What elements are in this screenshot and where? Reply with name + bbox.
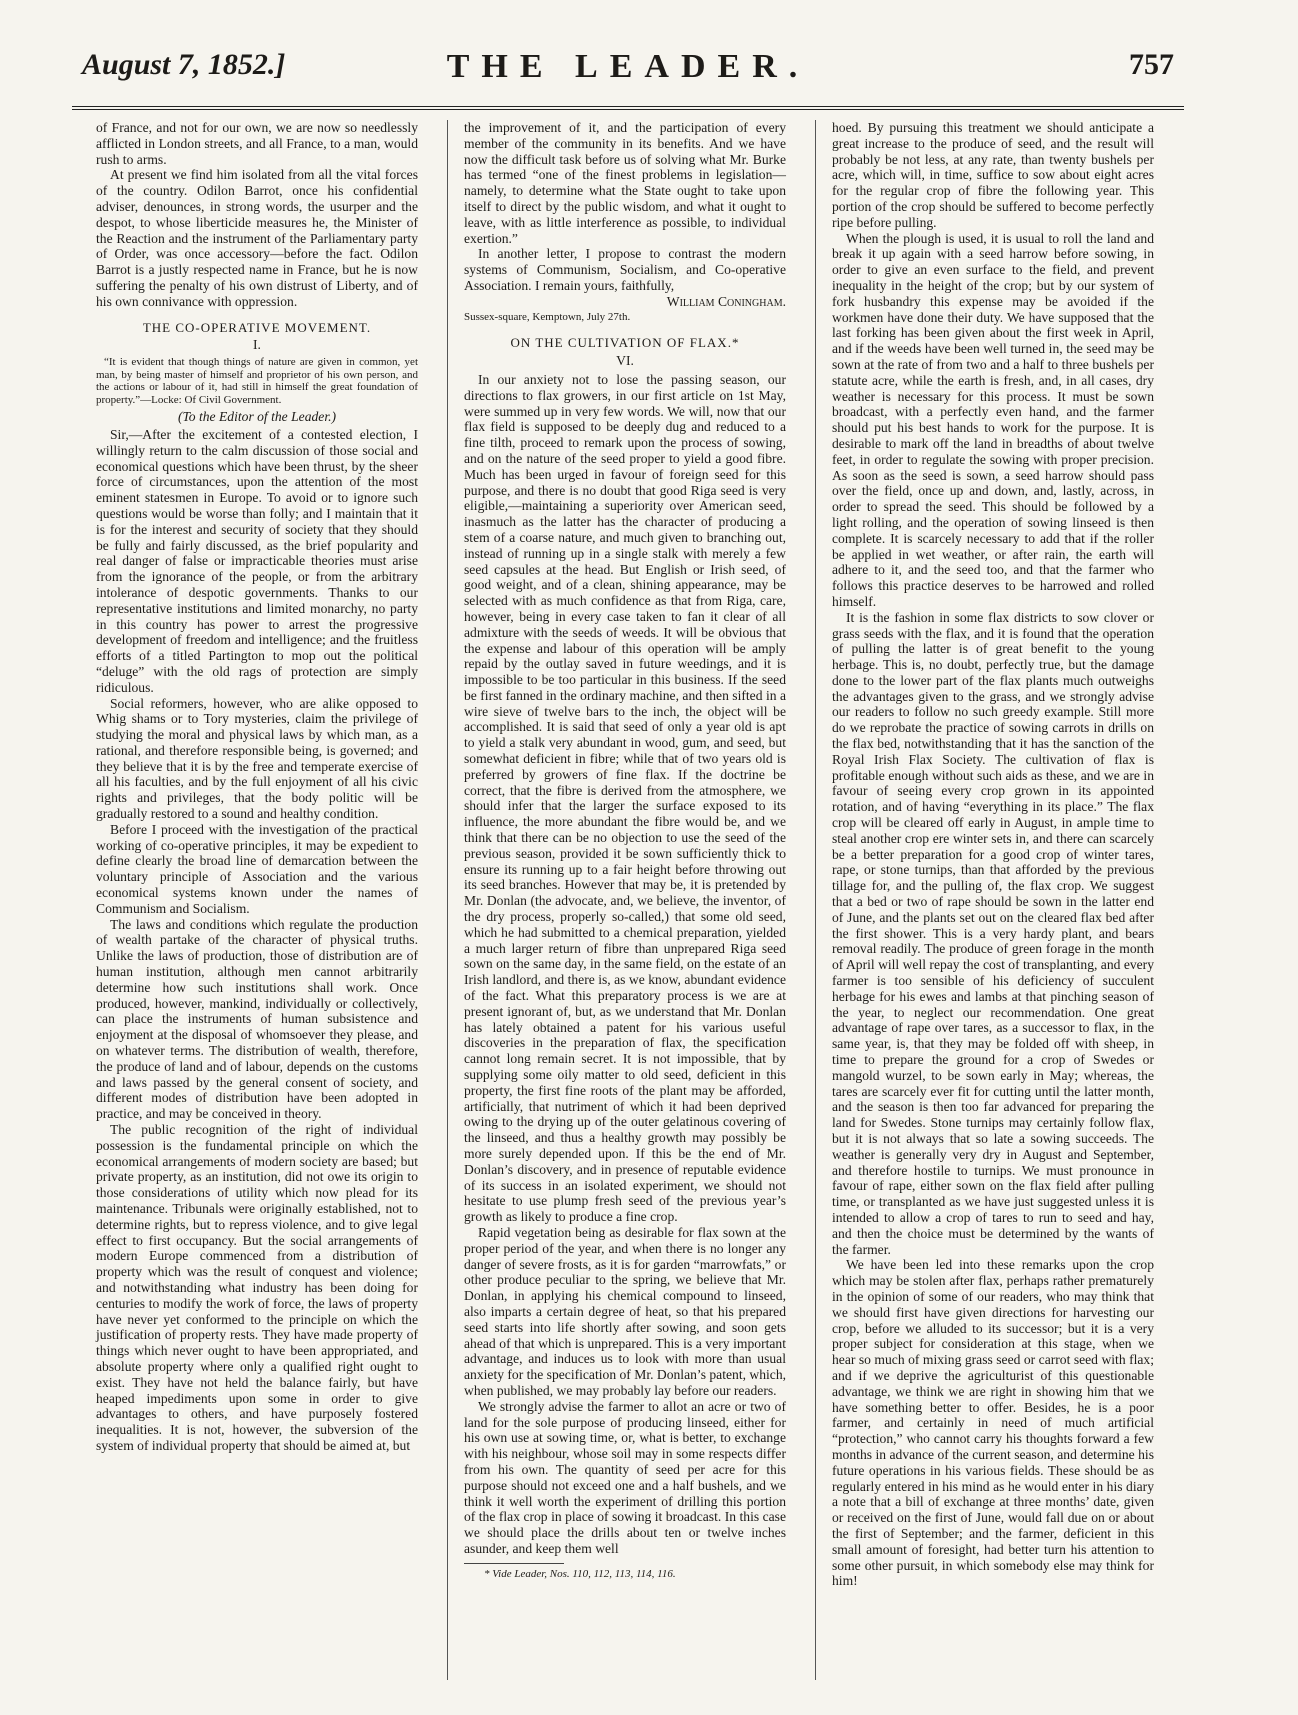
article-paragraph: In our anxiety not to lose the passing season, our directions to flax growers, in our first article on 1st May, were summed up in very few words. We will, now that our flax field is supposed to be deeply dug and reduced to a fine tilth, proceed to remark upon the process of sowing, and on the nature of the seed proper to yield a good fibre. Much has been urged in favour of foreign seed for this purpose, and there is no doubt that good Riga seed is very eligible,—maintaining a superiority over American seed, inasmuch as the latter has the character of producing a stem of a coarse nature, and much given to branching out, instead of running up in a single stalk with merely a few seed capsules at the head. But English or Irish seed, of good weight, and of a clean, shining appearance, may be selected with as much confidence as that from Riga, care, however, being in every case taken to fan it clear of all admixture with the seeds of weeds. It will be obvious that the expense and labour of this operation will be amply repaid by the outlay saved in future weedings, and it is impossible to be too particular in this business. If the seed be first fanned in the ordinary machine, and then sifted in a wire sieve of twelve bars to the inch, the object will be accomplished. It is said that seed of only a year old is apt to yield a stalk very abundant in wood, gum, and seed, but somewhat deficient in fibre; while that of two years old is preferred by growers of fine flax. If the doctrine be correct, that the fibre is derived from the atmosphere, we should infer that the larger the surface exposed to its influence, the more abundant the fibre would be, and we think that there can be no objection to use the seed of the previous season, provided it be sown sufficiently thick to ensure its running up to a fair height before throwing out its seed branches. However that may be, it is pretended by Mr. Donlan (the advocate, and, we believe, the inventor, of the dry process, properly so-called,) that some old seed, which he had submitted to a chemical preparation, yielded a much larger return of fibre than unprepared Riga seed sown on the same day, in the same field, on the estate of an Irish landlord, and there is, as we know, abundant evidence of the fact. What this preparatory process is we are at present ignorant of, but, as we understand that Mr. Donlan has lately obtained a patent for his various useful discoveries in the preparation of flax, the specification cannot long remain secret. It is not impossible, that by supplying some oily matter to old seed, deficient in this property, the first fine roots of the plant may be afforded, artificially, that nutriment of which it had been deprived owing to the drying up of the outer gelatinous covering of the linseed, and thus a healthy growth may possibly be more surely depended upon. If this be the end of Mr. Donlan’s discovery, and in presence of reputable evidence of its success in an isolated experiment, we should not hesitate to use plump fresh seed of the previous year’s growth as likely to produce a fine crop.: [464, 371, 786, 1225]
article-title: ON THE CULTIVATION OF FLAX.*: [510, 335, 740, 351]
article-paragraph: Sir,—After the excitement of a contested election, I willingly return to the calm discussion of those social and economical questions which have been thrust, by the sheer force of circumstances, upon the attention of the most eminent statesmen in Europe. To avoid or to ignore such questions would be worse than folly; and I maintain that it is for the interest and security of society that they should be fully and fairly discussed, as the brief popularity and real danger of false or impracticable theories must arise from the ignorance of the people, or from the arbitrary intolerance of despotic governments. Thanks to our representative institutions and limited monarchy, no party in this country has power to arrest the progressive development of freedom and intelligence; and the fruitless efforts of a titled Partington to mop out the political “deluge” with the old rags of protection are simply ridiculous.: [96, 426, 418, 695]
column-right: [832, 120, 1154, 1589]
article-continuation-paragraph: the improvement of it, and the participation of every member of the community in its benefits. And we have now the difficult task before us of solving what Mr. Burke has termed “one of the finest problems in legislation—namely, to determine what the State ought to take upon itself to direct by the public wisdom, and what it ought to leave, with as little interference as possible, to individual exertion.”: [464, 120, 786, 246]
footnote: * Vide Leader, Nos. 110, 112, 113, 114, 116.: [484, 1567, 676, 1580]
editor-address-line: (To the Editor of the Leader.): [177, 409, 337, 425]
epigraph-quote: “It is evident that though things of nature are given in common, yet man, by being master of himself and proprietor of his own person, and the actions or labour of it, had still in himself the great foundation of property.”—Locke: Of Civil Government.: [96, 356, 418, 406]
column-middle: [464, 120, 786, 1583]
column-rule: [815, 120, 816, 1680]
article-paragraph: It is the fashion in some flax districts to sow clover or grass seeds with the flax, and it is found that the operation of pulling the latter is of great benefit to the young herbage. This is, no doubt, perfectly true, but the damage done to the lower part of the flax plants much outweighs the advantages given to the grass, and we strongly advise our readers to follow no such greedy example. Still more do we reprobate the practice of sowing carrots in drills on the flax bed, notwithstanding that it has the sanction of the Royal Irish Flax Society. The cultivation of flax is profitable enough without such aids as these, and we are in favour of seeing every crop grown in its appointed rotation, and of having “everything in its place.” The flax crop will be cleared off early in August, in ample time to steal another crop ere winter sets in, and there can scarcely be a better preparation for a good crop of winter tares, rape, or stone turnips, than that afforded by the previous tillage for, and the pulling of, the flax crop. We suggest that a bed or two of rape should be sown in the latter end of June, and the plants set out on the cleared flax bed after the first shower. This is a very hardy plant, and bears removal readily. The produce of green forage in the month of April will well repay the cost of transplanting, and every farmer is too sensible of his deficiency of succulent herbage for his ewes and lambs at that pinching season of the year, to neglect our recommendation. One great advantage of rape over tares, as a successor to flax, in the same year, is, that they may be folded off with sheep, in time to prepare the ground for a crop of Swedes or mangold wurzel, to be sown early in May; whereas, the tares are scarcely ever fit for cutting until the latter month, and the season is then too far advanced for preparing the land for Swedes. Stone turnips may certainly follow flax, but it is not always that so late a sowing succeeds. The weather is generally very dry in August and September, and therefore hostile to turnips. We must pronounce in favour of rape, either sown on the flax field after pulling time, or transplanted as we have just suggested unless it is intended to allow a crop of tares to run to seed and hay, and then the choice must be determined by the wants of the farmer.: [832, 609, 1155, 1257]
article-paragraph: Rapid vegetation being as desirable for flax sown at the proper period of the year, and when there is no longer any danger of severe frosts, as it is for garden “marrowfats,” or other produce peculiar to the spring, we believe that Mr. Donlan, in applying his chemical compound to linseed, also imparts a certain degree of heat, so that his prepared seed starts into life shortly after sowing, and soon gets ahead of that which is unprepared. This is a very important advantage, and induces us to look with more than usual anxiety for the specification of Mr. Donlan’s patent, which, when published, we may probably lay before our readers.: [464, 1224, 787, 1398]
letter-signature: William Coningham.: [666, 293, 786, 309]
letter-address: Sussex-square, Kemptown, July 27th.: [464, 310, 631, 323]
article-paragraph: Before I proceed with the investigation of the practical working of co-operative principles, it may be expedient to define clearly the broad line of demarcation between the voluntary principle of Association and the various economical systems known under the names of Communism and Socialism.: [96, 821, 418, 916]
column-rule: [447, 120, 448, 1680]
masthead: [72, 48, 1184, 110]
article-paragraph: Social reformers, however, who are alike opposed to Whig shams or to Tory mysteries, claim the privilege of studying the moral and physical laws by which man, as a rational, and therefore responsible being, is governed; and they believe that it is by the free and temperate exercise of all his faculties, and by the full enjoyment of all his civic rights and privileges, that the body politic will be gradually restored to a sound and healthy condition.: [96, 695, 418, 822]
article-paragraph: hoed. By pursuing this treatment we should anticipate a great increase to the produce of seed, and the result will probably be not less, at any rate, than twenty bushels per acre, which will, in time, suffice to sow about eight acres for the regular crop of fibre the following year. This portion of the crop should be suffered to become perfectly ripe before pulling.: [832, 120, 1154, 230]
article-paragraph: We strongly advise the farmer to allot an acre or two of land for the sole purpose of producing linseed, either for his own use at sowing time, or, what is better, to exchange with his neighbour, whose soil may in some respects differ from his own. The quantity of seed per acre for this purpose should not exceed one and a half bushels, and we think it well worth the experiment of drilling this portion of the flax crop in place of sowing it broadcast. In this case we should place the drills about ten or twelve inches asunder, and keep them well: [464, 1398, 786, 1556]
article-numeral: VI.: [616, 353, 634, 369]
footnote-rule: [464, 1563, 564, 1564]
letter-closing: In another letter, I propose to contrast the modern systems of Communism, Socialism, and Co-operative Association. I remain yours, faithfully,: [464, 246, 786, 293]
newspaper-title: THE LEADER.: [446, 48, 810, 85]
article-title: THE CO-OPERATIVE MOVEMENT.: [142, 319, 372, 335]
column-left: [96, 120, 418, 1454]
page-number: 757: [1129, 48, 1174, 81]
article-paragraph: We have been led into these remarks upon the crop which may be stolen after flax, perhaps rather prematurely in the opinion of some of our readers, who may think that we should first have given directions for harvesting our crop, before we alluded to its successor; but it is a very proper subject for consideration at this stage, when we hear so much of mixing grass seed or carrot seed with flax; and if we deprive the agriculturist of this questionable advantage, we think we are right in showing him that we have something better to offer. Besides, he is a poor farmer, and certainly in need of much artificial “protection,” who cannot carry his thoughts forward a few months in advance of the current season, and determine his future operations in his various fields. These should be as regularly entered in his mind as he would enter in his diary a note that a bill of exchange at three months’ date, given or received on the first of June, would fall due on or about the first of September; and the farmer, deficient in this small amount of foresight, had better turn his attention to some other pursuit, in which somebody else may think for him!: [832, 1257, 1154, 1589]
article-paragraph: When the plough is used, it is usual to roll the land and break it up again with a seed harrow before sowing, in order to give an even surface to the field, and prevent inequality in the height of the crop; but by our system of fork husbandry this expense may be avoided if the workmen have done their duty. We have supposed that the last forking has been given about the first week in April, and if the weeds have been well turned in, the seed may be sown at the rate of from two and a half to three bushels per statute acre, while the earth is fresh, and, in all cases, dry weather is necessary for this process. It must be sown broadcast, with a perfectly even hand, and the farmer should put his best hands to work for the purpose. It is desirable to mark off the land in breadths of about twelve feet, in order to regulate the sowing with proper precision. As soon as the seed is sown, a seed harrow should pass over the field, once up and down, and, lastly, across, in order to spread the seed. This should be followed by a light rolling, and the operation of sowing linseed is then complete. It is scarcely necessary to add that if the roller be applied in wet weather, or after rain, the earth will adhere to it, and the seed too, and that the farmer who follows this practice deserves to be harrowed and rolled himself.: [832, 230, 1154, 609]
article-continuation-paragraph: At present we find him isolated from all the vital forces of the country. Odilon Barrot, once his confidential adviser, denounces, in strong words, the usurper and the despot, to whose liberticide measures he, the Minister of the Reaction and the instrument of the Parliamentary party of Order, was once accessory—before the fact. Odilon Barrot is a justly respected name in France, but he is now suffering the penalty of his own distrust of Liberty, and of his own connivance with oppression.: [96, 167, 418, 309]
article-paragraph: The public recognition of the right of individual possession is the fundamental principle on which the economical arrangements of modern society are based; but private property, as an institution, did not owe its origin to those considerations of utility which now plead for its maintenance. Tribunals were originally established, not to determine rights, but to repress violence, and to give legal effect to first occupancy. But the social arrangements of modern Europe commenced from a distribution of property which was the result of conquest and violence; and notwithstanding what industry has been doing for centuries to modify the work of force, the laws of property have never yet conformed to the principle on which the justification of property rests. They have made property of things which never ought to have been appropriated, and absolute property where only a qualified right ought to exist. They have not held the balance fairly, but have heaped impediments upon some in order to give advantages to others, and have purposely fostered inequalities. It is not, however, the subversion of the system of individual property that should be aimed at, but: [96, 1122, 418, 1453]
article-paragraph: The laws and conditions which regulate the production of wealth partake of the character of physical truths. Unlike the laws of production, those of distribution are of human institution, although men cannot arbitrarily determine how such institutions shall work. Once produced, however, mankind, individually or collectively, can place the instruments of human subsistence and enjoyment at the disposal of whomsoever they please, and on whatever terms. The distribution of wealth, therefore, the produce of land and of labour, depends on the customs and laws passed by the general consent of society, and different modes of distribution have been adopted in practice, and may be conceived in theory.: [96, 916, 418, 1122]
article-continuation-paragraph: of France, and not for our own, we are now so needlessly afflicted in London streets, and all France, to a man, would rush to arms.: [96, 120, 418, 167]
article-numeral: I.: [253, 337, 261, 353]
issue-date: August 7, 1852.]: [82, 48, 286, 81]
